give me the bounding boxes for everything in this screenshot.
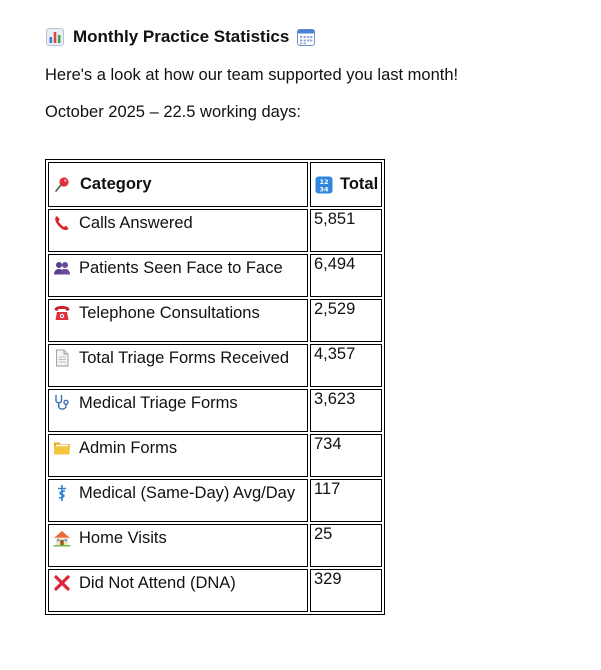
category-label: Total Triage Forms Received xyxy=(79,348,289,367)
total-header-label: Total xyxy=(340,175,379,193)
message-body xyxy=(45,24,585,123)
category-cell xyxy=(48,524,308,567)
category-cell xyxy=(48,434,308,477)
table-row xyxy=(48,344,382,387)
category-label: Medical (Same-Day) Avg/Day xyxy=(79,483,296,502)
category-label: Medical Triage Forms xyxy=(79,393,238,412)
category-cell xyxy=(48,569,308,612)
cross-mark-icon xyxy=(52,573,72,593)
stethoscope-icon xyxy=(52,393,72,413)
category-label: Patients Seen Face to Face xyxy=(79,258,283,277)
page-title-text: Monthly Practice Statistics xyxy=(73,27,290,46)
total-cell: 4,357 xyxy=(310,344,382,387)
category-cell xyxy=(48,344,308,387)
total-cell: 25 xyxy=(310,524,382,567)
table-row xyxy=(48,389,382,432)
total-cell: 117 xyxy=(310,479,382,522)
category-label: Admin Forms xyxy=(79,438,178,457)
pushpin-icon xyxy=(52,175,72,195)
table-header-row xyxy=(48,162,382,207)
total-cell: 3,623 xyxy=(310,389,382,432)
category-cell xyxy=(48,479,308,522)
category-header xyxy=(48,162,308,207)
folder-icon xyxy=(52,438,72,458)
table-row xyxy=(48,479,382,522)
table-row xyxy=(48,434,382,477)
total-cell: 5,851 xyxy=(310,209,382,252)
table-row xyxy=(48,299,382,342)
telephone-receiver-icon xyxy=(52,213,72,233)
period-text: October 2025 – 22.5 working days: xyxy=(45,103,301,121)
table-row xyxy=(48,569,382,612)
medical-symbol-icon xyxy=(52,483,72,503)
bar-chart-icon xyxy=(45,27,65,47)
category-label: Home Visits xyxy=(79,528,167,547)
total-cell: 734 xyxy=(310,434,382,477)
calendar-icon xyxy=(296,27,316,47)
intro-text: Here's a look at how our team supported you last month! xyxy=(45,66,459,84)
total-cell: 2,529 xyxy=(310,299,382,342)
category-cell xyxy=(48,389,308,432)
svg-text:12: 12 xyxy=(319,177,329,186)
category-label: Telephone Consultations xyxy=(79,303,260,322)
house-icon xyxy=(52,528,72,548)
svg-text:34: 34 xyxy=(319,185,329,193)
people-icon xyxy=(52,258,72,278)
table-row xyxy=(48,254,382,297)
total-cell: 329 xyxy=(310,569,382,612)
category-cell xyxy=(48,299,308,342)
category-cell xyxy=(48,209,308,252)
document-icon xyxy=(52,348,72,368)
category-label: Calls Answered xyxy=(79,213,193,232)
category-cell xyxy=(48,254,308,297)
statistics-table xyxy=(45,159,385,615)
page-title xyxy=(45,24,585,50)
table-row xyxy=(48,524,382,567)
numbers-icon xyxy=(314,175,334,195)
table-row xyxy=(48,209,382,252)
category-label: Did Not Attend (DNA) xyxy=(79,573,236,592)
total-cell: 6,494 xyxy=(310,254,382,297)
total-header xyxy=(310,162,382,207)
category-header-label: Category xyxy=(80,175,152,193)
telephone-icon xyxy=(52,303,72,323)
